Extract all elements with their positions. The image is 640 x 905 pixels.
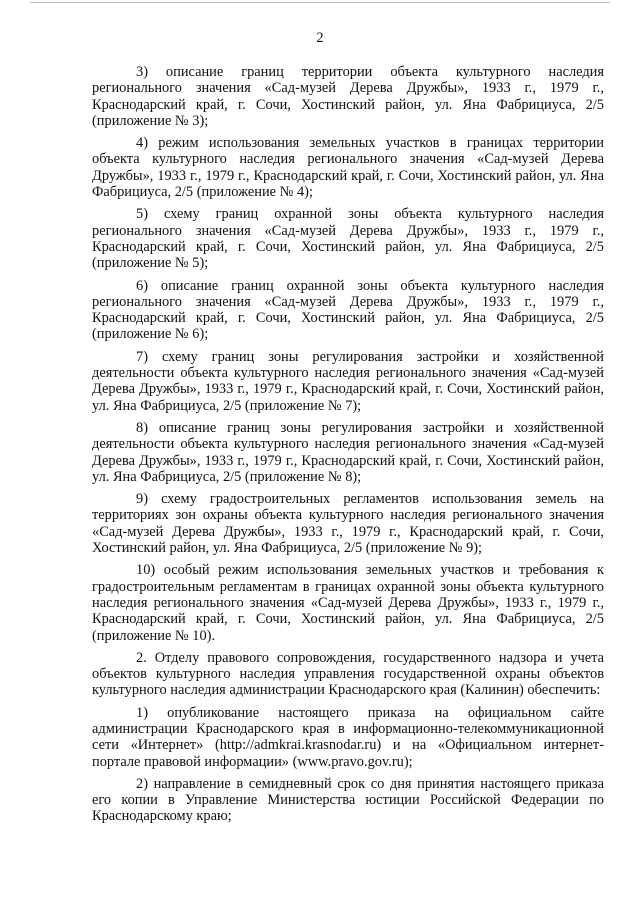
list-item: 4) режим использования земельных участков в границах территории объекта культурного наследия регионального значения «Сад-музей Дерева Дружбы», 1933 г., 1979 г., Краснодарский край, г. Сочи, Хостинский район, ул. Яна Фабрициуса, 2/5 (приложение № 4); <box>92 135 604 201</box>
list-item: 3) описание границ территории объекта культурного наследия регионального значения «Сад-музей Дерева Дружбы», 1933 г., 1979 г., Краснодарский край, г. Сочи, Хостинский район, ул. Яна Фабрициуса, 2/5 (приложение № 3); <box>92 64 604 129</box>
top-edge-line <box>30 2 610 3</box>
list-item: 1) опубликование настоящего приказа на официальном сайте администрации Краснодарского края в информационно-телекоммуникационной сети «Интернет» (http://admkrai.krasnodar.ru) и на «Официальном интернет-портале правовой информации» (www.pravo.gov.ru); <box>92 704 604 770</box>
list-item: 8) описание границ зоны регулирования застройки и хозяйственной деятельности объекта культурного наследия регионального значения «Сад-музей Дерева Дружбы», 1933 г., 1979 г., Краснодарский край, г. Сочи, Хостинский район, ул. Яна Фабрициуса, 2/5 (приложение № 8); <box>92 419 604 485</box>
list-item: 7) схему границ зоны регулирования застройки и хозяйственной деятельности объекта культурного наследия регионального значения «Сад-музей Дерева Дружбы», 1933 г., 1979 г., Краснодарский край, г. Сочи, Хостинский район, ул. Яна Фабрициуса, 2/5 (приложение № 7); <box>92 348 604 414</box>
list-item: 5) схему границ охранной зоны объекта культурного наследия регионального значения «Сад-музей Дерева Дружбы», 1933 г., 1979 г., Краснодарский край, г. Сочи, Хостинский район, ул. Яна Фабрициуса, 2/5 (приложение № 5); <box>92 206 604 272</box>
list-item: 6) описание границ охранной зоны объекта культурного наследия регионального значения «Сад-музей Дерева Дружбы», 1933 г., 1979 г., Краснодарский край, г. Сочи, Хостинский район, ул. Яна Фабрициуса, 2/5 (приложение № 6); <box>92 277 604 343</box>
document-body <box>92 64 604 831</box>
section-paragraph: 2. Отделу правового сопровождения, государственного надзора и учета объектов культурного наследия управления государственной охраны объектов культурного наследия администрации Краснодарского края (Калинин) обеспечить: <box>92 649 604 699</box>
list-item: 9) схему градостроительных регламентов использования земель на территориях зон охраны объекта культурного наследия регионального значения «Сад-музей Дерева Дружбы», 1933 г., 1979 г., Краснодарский край, г. Сочи, Хостинский район, ул. Яна Фабрициуса, 2/5 (приложение № 9); <box>92 491 604 557</box>
page-number: 2 <box>316 30 324 46</box>
list-item: 10) особый режим использования земельных участков и требования к градостроительным регламентам в границах охранной зоны объекта культурного наследия регионального значения «Сад-музей Дерева Дружбы», 1933 г., 1979 г., Краснодарский край, г. Сочи, Хостинский район, ул. Яна Фабрициуса, 2/5 (приложение № 10). <box>92 562 604 644</box>
list-item: 2) направление в семидневный срок со дня принятия настоящего приказа его копии в Управление Министерства юстиции Российской Федерации по Краснодарскому краю; <box>92 775 604 825</box>
